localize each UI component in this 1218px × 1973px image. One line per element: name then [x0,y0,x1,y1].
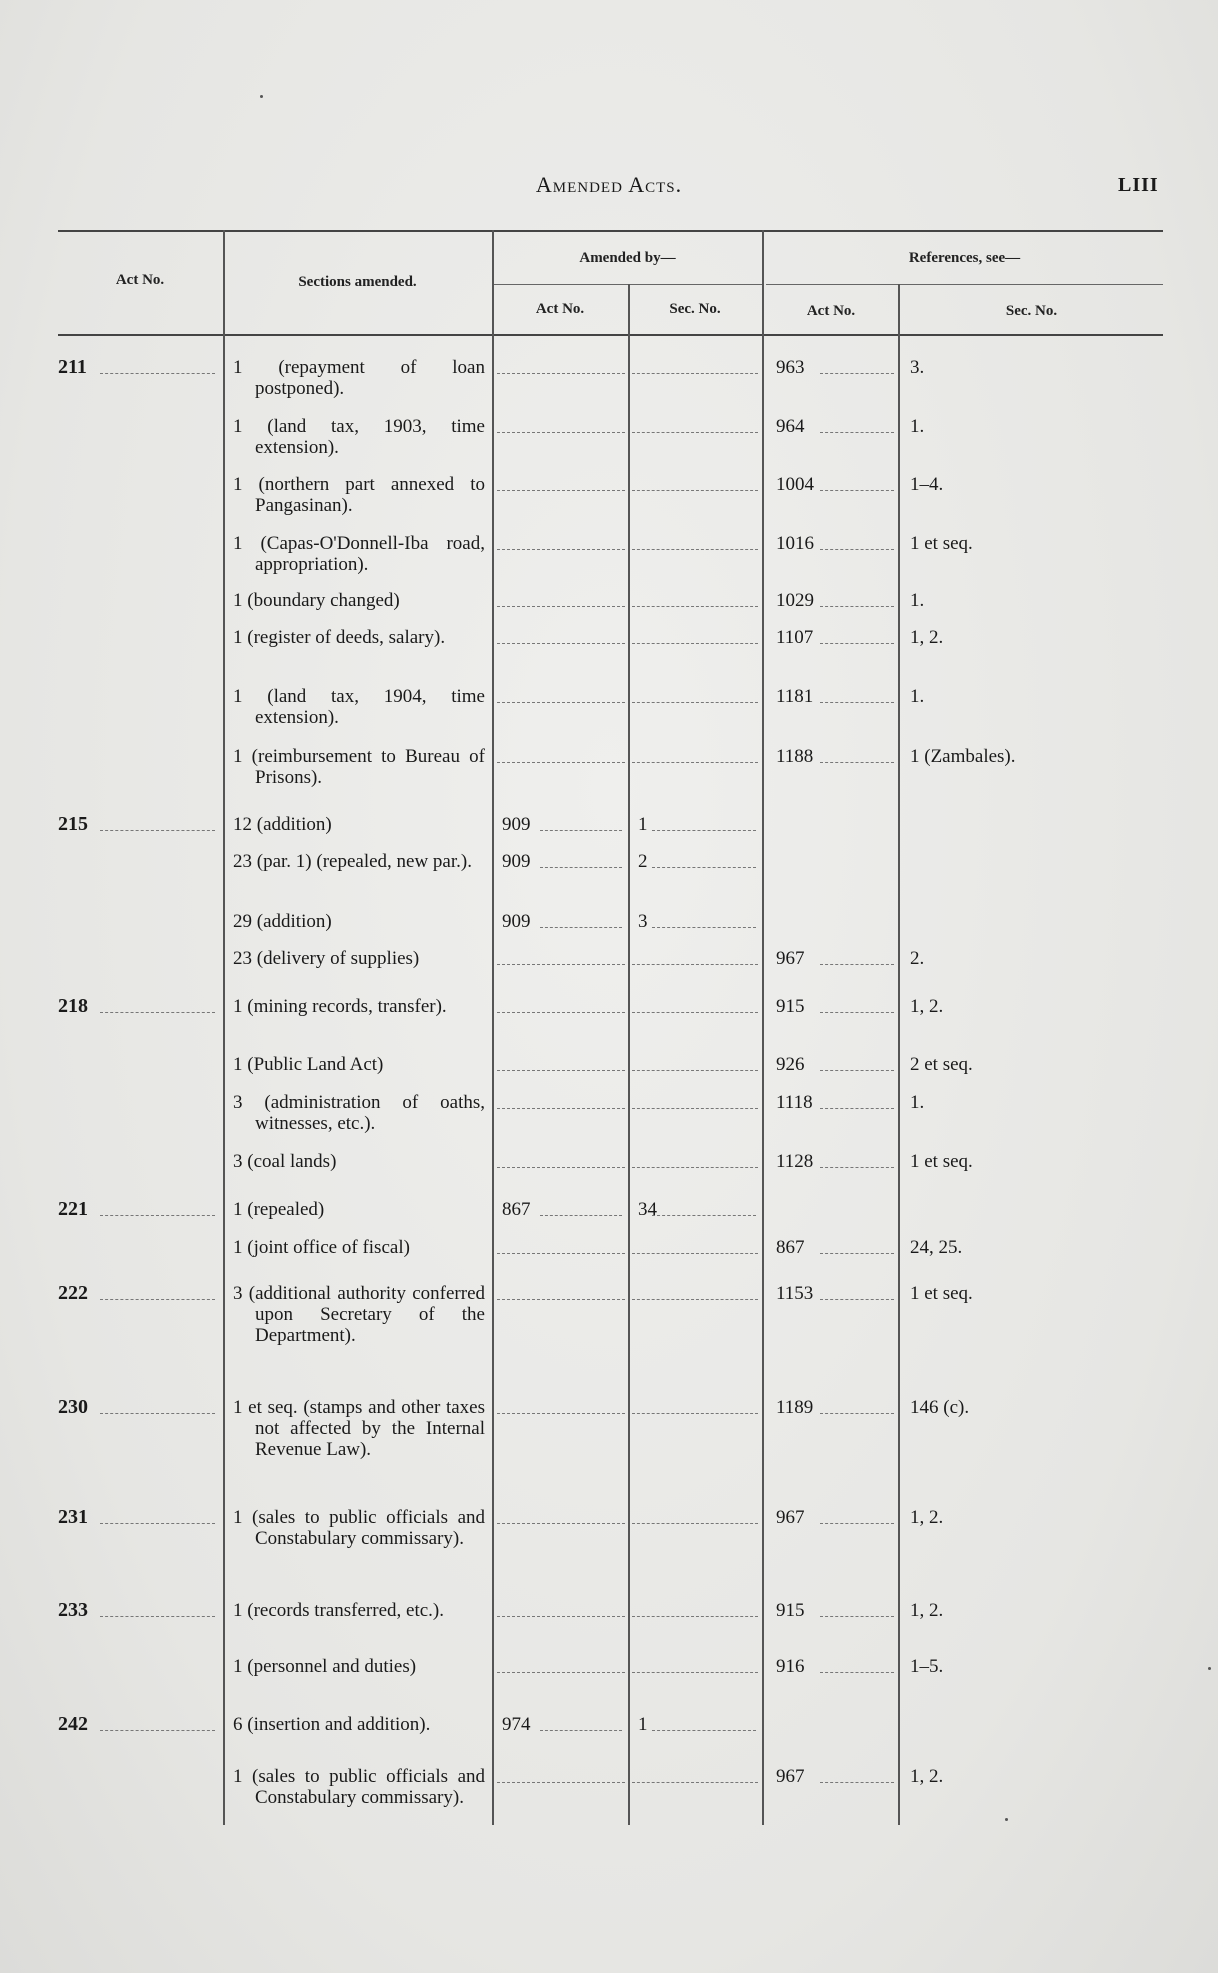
column-header-amended-act-no: Act No. [535,301,585,317]
reference-sec-no: 2 et seq. [910,1054,973,1075]
section-text: 1 (Capas-O'Donnell-Iba road, appropriation). [233,533,485,575]
reference-act-no: 1029 [776,590,814,611]
amended-sec-no: 3 [638,911,648,932]
leader-dots [497,1299,625,1300]
reference-sec-no: 1. [910,1092,925,1113]
section-text: 1 (land tax, 1903, time extension). [233,416,485,458]
section-text: 1 (personnel and duties) [233,1656,417,1677]
column-divider-1 [223,230,225,1825]
sections-amended [233,1092,485,1134]
column-header-ref-act-no: Act No. [806,303,856,319]
leader-dots [632,1167,758,1168]
reference-sec-no: 1 (Zambales). [910,746,1016,767]
leader-dots [497,762,625,763]
leader-dots [820,1413,894,1414]
amended-sec-no: 1 [638,1714,648,1735]
reference-sec-no: 1 et seq. [910,1283,973,1304]
amended-act-no: 867 [502,1199,531,1220]
sections-amended [233,911,485,932]
column-header-amended-by: Amended by— [579,250,676,266]
leader-dots [820,1012,894,1013]
column-divider-4 [762,230,764,1825]
sections-amended [233,1507,485,1549]
section-text: 3 (coal lands) [233,1151,337,1172]
leader-dots [632,549,758,550]
amended-sec-no: 34 [638,1199,657,1220]
reference-act-no: 967 [776,1766,805,1787]
reference-sec-no: 1, 2. [910,1600,944,1621]
leader-dots [497,1167,625,1168]
leader-dots [820,432,894,433]
sections-amended [233,686,485,728]
sections-amended [233,814,485,835]
reference-act-no: 1189 [776,1397,814,1418]
leader-dots [820,1070,894,1071]
section-text: 23 (delivery of supplies) [233,948,420,969]
reference-act-no: 967 [776,948,805,969]
section-text: 1 (register of deeds, salary). [233,627,446,648]
leader-dots [632,643,758,644]
leader-dots [497,432,625,433]
sections-amended [233,533,485,575]
leader-dots [820,964,894,965]
leader-dots [652,867,756,868]
leader-dots [652,1215,756,1216]
reference-act-no: 926 [776,1054,805,1075]
leader-dots [540,867,622,868]
sections-amended [233,1151,485,1172]
column-header-references: References, see— [908,250,1021,266]
leader-dots [820,702,894,703]
act-number: 211 [58,356,87,378]
leader-dots [497,1782,625,1783]
section-text: 1 et seq. (stamps and other taxes not affected by the Internal Revenue Law). [233,1397,485,1460]
leader-dots [632,432,758,433]
leader-dots [497,490,625,491]
leader-dots [497,373,625,374]
leader-dots [632,606,758,607]
reference-sec-no: 1. [910,416,925,437]
column-header-ref-sec-no: Sec. No. [1005,303,1058,319]
section-text: 1 (joint office of fiscal) [233,1237,410,1258]
leader-dots [497,1523,625,1524]
reference-sec-no: 1, 2. [910,1766,944,1787]
leader-dots [100,1299,215,1300]
sections-amended [233,1054,485,1075]
column-divider-5 [898,284,900,1825]
reference-sec-no: 3. [910,357,925,378]
reference-act-no: 916 [776,1656,805,1677]
section-text: 3 (administration of oaths, witnesses, etc.). [233,1092,485,1134]
leader-dots [820,1253,894,1254]
section-text: 23 (par. 1) (repealed, new par.). [233,851,472,872]
section-text: 29 (addition) [233,911,332,932]
section-text: 6 (insertion and addition). [233,1714,431,1735]
leader-dots [540,927,622,928]
leader-dots [820,549,894,550]
reference-act-no: 915 [776,996,805,1017]
leader-dots [652,1730,756,1731]
section-text: 1 (sales to public officials and Constabulary commissary). [233,1507,485,1549]
leader-dots [820,1108,894,1109]
sections-amended [233,1237,485,1258]
page-title [0,172,1218,198]
leader-dots [820,1616,894,1617]
section-text: 1 (Public Land Act) [233,1054,384,1075]
leader-dots [632,1413,758,1414]
reference-act-no: 1128 [776,1151,814,1172]
reference-act-no: 967 [776,1507,805,1528]
leader-dots [100,373,215,374]
reference-act-no: 915 [776,1600,805,1621]
leader-dots [632,1108,758,1109]
leader-dots [497,606,625,607]
reference-act-no: 963 [776,357,805,378]
section-text: 1 (northern part annexed to Pangasinan). [233,474,485,516]
reference-act-no: 1107 [776,627,814,648]
leader-dots [632,702,758,703]
leader-dots [820,643,894,644]
amended-act-no: 909 [502,851,531,872]
act-number: 215 [58,813,88,835]
act-number: 242 [58,1713,88,1735]
leader-dots [820,1299,894,1300]
sections-amended [233,357,485,399]
leader-dots [820,373,894,374]
sections-amended [233,474,485,516]
leader-dots [497,549,625,550]
reference-sec-no: 1–5. [910,1656,944,1677]
leader-dots [497,964,625,965]
leader-dots [497,1413,625,1414]
leader-dots [632,1672,758,1673]
leader-dots [497,1012,625,1013]
leader-dots [497,643,625,644]
section-text: 1 (records transferred, etc.). [233,1600,444,1621]
reference-sec-no: 1, 2. [910,627,944,648]
leader-dots [540,830,622,831]
reference-sec-no: 24, 25. [910,1237,963,1258]
leader-dots [820,1672,894,1673]
leader-dots [632,1070,758,1071]
sections-amended [233,1397,485,1460]
column-header-act-no: Act No. [115,272,165,288]
leader-dots [497,1672,625,1673]
sections-amended [233,851,485,872]
sections-amended [233,1656,485,1677]
column-divider-3 [628,284,630,1825]
section-text: 1 (boundary changed) [233,590,400,611]
act-number: 221 [58,1198,88,1220]
page-title-text: Amended Acts. [535,172,683,197]
leader-dots [497,1108,625,1109]
leader-dots [100,1413,215,1414]
section-text: 1 (reimbursement to Bureau of Prisons). [233,746,485,788]
column-divider-2 [492,230,494,1825]
header-sub-rule-references [766,284,1163,285]
reference-act-no: 867 [776,1237,805,1258]
amended-act-no: 909 [502,911,531,932]
leader-dots [100,830,215,831]
leader-dots [100,1215,215,1216]
sections-amended [233,746,485,788]
section-text: 1 (repealed) [233,1199,325,1220]
leader-dots [100,1523,215,1524]
amended-act-no: 974 [502,1714,531,1735]
sections-amended [233,1600,485,1621]
leader-dots [632,1523,758,1524]
reference-act-no: 1181 [776,686,814,707]
amended-sec-no: 1 [638,814,648,835]
reference-sec-no: 1, 2. [910,996,944,1017]
leader-dots [632,373,758,374]
act-number: 231 [58,1506,88,1528]
section-text: 1 (repayment of loan postponed). [233,357,485,399]
leader-dots [632,964,758,965]
leader-dots [632,1299,758,1300]
leader-dots [820,490,894,491]
sections-amended [233,416,485,458]
reference-sec-no: 146 (c). [910,1397,970,1418]
sections-amended [233,627,485,648]
reference-sec-no: 1–4. [910,474,944,495]
sections-amended [233,1766,485,1808]
leader-dots [497,702,625,703]
scan-speck [1005,1818,1008,1821]
section-text: 1 (mining records, transfer). [233,996,447,1017]
leader-dots [497,1070,625,1071]
leader-dots [100,1616,215,1617]
leader-dots [820,1523,894,1524]
leader-dots [820,1167,894,1168]
leader-dots [632,1012,758,1013]
reference-act-no: 1118 [776,1092,813,1113]
act-number: 222 [58,1282,88,1304]
sections-amended [233,1199,485,1220]
reference-act-no: 1188 [776,746,814,767]
sections-amended [233,948,485,969]
leader-dots [540,1730,622,1731]
sections-amended [233,590,485,611]
reference-sec-no: 1 et seq. [910,533,973,554]
leader-dots [540,1215,622,1216]
leader-dots [820,762,894,763]
reference-sec-no: 2. [910,948,925,969]
act-number: 233 [58,1599,88,1621]
leader-dots [632,762,758,763]
reference-act-no: 1153 [776,1283,814,1304]
leader-dots [632,490,758,491]
leader-dots [820,606,894,607]
leader-dots [632,1253,758,1254]
section-text: 1 (sales to public officials and Constabulary commissary). [233,1766,485,1808]
amended-sec-no: 2 [638,851,648,872]
act-number: 218 [58,995,88,1017]
reference-act-no: 964 [776,416,805,437]
scan-speck [1208,1667,1211,1670]
leader-dots [497,1253,625,1254]
section-text: 3 (additional authority conferred upon Secretary of the Department). [233,1283,485,1346]
act-number: 230 [58,1396,88,1418]
sections-amended [233,1283,485,1346]
sections-amended [233,996,485,1017]
leader-dots [632,1782,758,1783]
sections-amended [233,1714,485,1735]
leader-dots [820,1782,894,1783]
column-header-sections-amended: Sections amended. [298,274,417,290]
leader-dots [652,830,756,831]
section-text: 12 (addition) [233,814,332,835]
leader-dots [100,1730,215,1731]
leader-dots [497,1616,625,1617]
amended-act-no: 909 [502,814,531,835]
reference-act-no: 1016 [776,533,814,554]
section-text: 1 (land tax, 1904, time extension). [233,686,485,728]
leader-dots [652,927,756,928]
header-sub-rule-amended [492,284,762,285]
leader-dots [632,1616,758,1617]
reference-sec-no: 1 et seq. [910,1151,973,1172]
leader-dots [100,1012,215,1013]
scan-speck [260,95,263,98]
page-number: LIII [1118,174,1159,196]
reference-act-no: 1004 [776,474,814,495]
reference-sec-no: 1. [910,686,925,707]
column-header-amended-sec-no: Sec. No. [669,301,721,317]
reference-sec-no: 1, 2. [910,1507,944,1528]
reference-sec-no: 1. [910,590,925,611]
